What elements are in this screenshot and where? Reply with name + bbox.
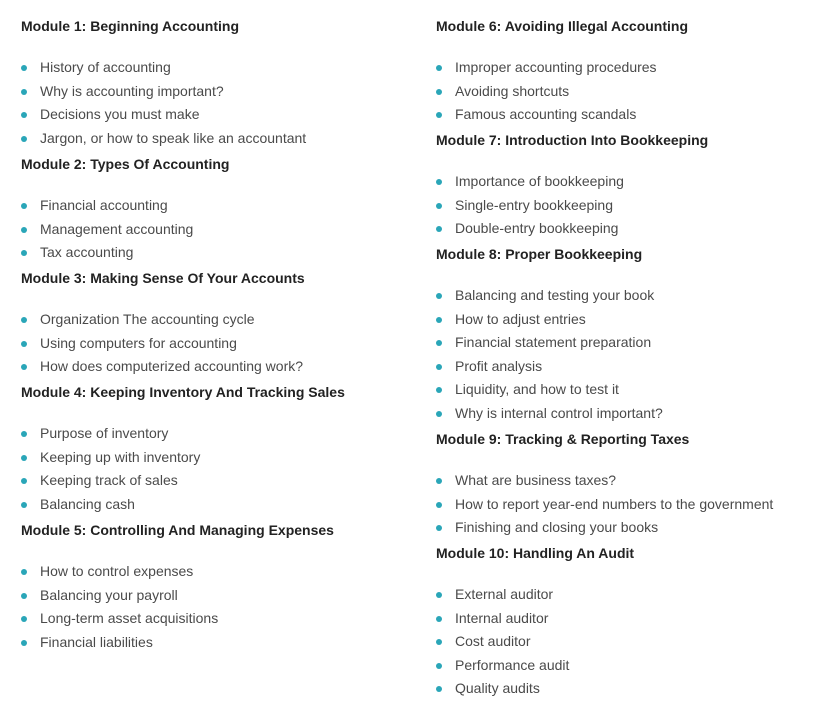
list-item xyxy=(21,218,229,242)
list-item-text: How to adjust entries xyxy=(455,310,586,327)
list-item xyxy=(21,103,306,127)
module-title: Module 2: Types Of Accounting xyxy=(21,156,230,172)
list-item-text: How to report year-end numbers to the government xyxy=(455,495,774,512)
bullet-dot-icon xyxy=(436,317,442,323)
bullet-dot-icon xyxy=(436,502,442,508)
list-item xyxy=(436,402,663,426)
list-item-text: Organization The accounting cycle xyxy=(40,311,255,327)
module-4 xyxy=(21,382,345,516)
bullet-dot-icon xyxy=(21,431,27,437)
list-item xyxy=(436,170,708,194)
bullet-dot-icon xyxy=(21,250,27,256)
list-item xyxy=(21,560,334,584)
list-item xyxy=(436,493,773,517)
bullet-dot-icon xyxy=(436,663,442,669)
bullet-dot-icon xyxy=(21,593,27,599)
bullet-dot-icon xyxy=(436,293,442,299)
list-item xyxy=(436,103,688,127)
list-item xyxy=(436,469,773,493)
list-item xyxy=(21,607,334,631)
list-item xyxy=(436,630,634,654)
bullet-dot-icon xyxy=(21,616,27,622)
bullet-dot-icon xyxy=(21,502,27,508)
topic-list xyxy=(21,194,229,265)
list-item-text: Single-entry bookkeeping xyxy=(455,196,613,213)
topic-list xyxy=(21,308,305,379)
list-item xyxy=(436,583,634,607)
list-item xyxy=(21,493,345,517)
topic-list xyxy=(436,583,634,701)
bullet-dot-icon xyxy=(436,226,442,232)
module-title: Module 5: Controlling And Managing Expenses xyxy=(21,522,334,538)
bullet-dot-icon xyxy=(436,592,442,598)
list-item-text: Double-entry bookkeeping xyxy=(455,220,619,236)
list-item-text: Finishing and closing your books xyxy=(455,519,659,535)
bullet-dot-icon xyxy=(21,569,27,575)
topic-list xyxy=(436,284,663,425)
list-item xyxy=(436,217,708,241)
list-item-text: Financial statement preparation xyxy=(455,334,652,350)
list-item xyxy=(21,446,345,470)
bullet-dot-icon xyxy=(436,525,442,531)
list-item-text: Purpose of inventory xyxy=(40,425,169,441)
bullet-dot-icon xyxy=(436,179,442,185)
module-9 xyxy=(436,429,773,540)
list-item xyxy=(21,355,305,379)
bullet-dot-icon xyxy=(436,65,442,71)
list-item xyxy=(436,607,634,631)
bullet-dot-icon xyxy=(21,364,27,370)
bullet-dot-icon xyxy=(21,640,27,646)
module-6 xyxy=(436,16,688,127)
bullet-dot-icon xyxy=(436,112,442,118)
module-3 xyxy=(21,268,305,379)
list-item-text: Balancing your payroll xyxy=(40,586,178,603)
module-title: Module 9: Tracking & Reporting Taxes xyxy=(436,431,690,447)
topic-list xyxy=(436,170,708,241)
module-title: Module 6: Avoiding Illegal Accounting xyxy=(436,18,688,34)
list-item-text: How does computerized accounting work? xyxy=(40,358,304,374)
list-item xyxy=(21,332,305,356)
list-item-text: Avoiding shortcuts xyxy=(455,82,570,99)
list-item-text: What are business taxes? xyxy=(455,472,617,488)
list-item xyxy=(21,194,229,218)
list-item xyxy=(436,308,663,332)
list-item xyxy=(21,308,305,332)
bullet-dot-icon xyxy=(21,455,27,461)
bullet-dot-icon xyxy=(436,639,442,645)
list-item-text: Balancing cash xyxy=(40,495,135,512)
bullet-dot-icon xyxy=(21,89,27,95)
bullet-dot-icon xyxy=(436,478,442,484)
list-item xyxy=(436,56,688,80)
bullet-dot-icon xyxy=(21,478,27,484)
bullet-dot-icon xyxy=(21,317,27,323)
list-item-text: Quality audits xyxy=(455,680,540,696)
list-item-text: Financial liabilities xyxy=(40,633,153,650)
module-10 xyxy=(436,543,634,701)
list-item-text: Long-term asset acquisitions xyxy=(40,610,219,626)
list-item-text: How to control expenses xyxy=(40,563,194,579)
list-item-text: Cost auditor xyxy=(455,633,531,649)
list-item-text: Keeping up with inventory xyxy=(40,448,201,465)
list-item-text: History of accounting xyxy=(40,59,171,75)
module-8 xyxy=(436,244,663,425)
module-2 xyxy=(21,154,229,265)
bullet-dot-icon xyxy=(436,89,442,95)
module-title: Module 1: Beginning Accounting xyxy=(21,18,240,34)
list-item xyxy=(436,654,634,678)
bullet-dot-icon xyxy=(21,203,27,209)
list-item xyxy=(21,241,229,265)
list-item-text: Profit analysis xyxy=(455,357,543,374)
bullet-dot-icon xyxy=(21,341,27,347)
list-item xyxy=(21,631,334,655)
list-item-text: Balancing and testing your book xyxy=(455,287,655,303)
list-item-text: Importance of bookkeeping xyxy=(455,173,624,189)
bullet-dot-icon xyxy=(436,411,442,417)
bullet-dot-icon xyxy=(436,364,442,370)
list-item xyxy=(436,378,663,402)
list-item xyxy=(21,469,345,493)
list-item-text: Liquidity, and how to test it xyxy=(455,381,619,397)
bullet-dot-icon xyxy=(436,203,442,209)
list-item-text: Management accounting xyxy=(40,220,194,237)
list-item xyxy=(21,584,334,608)
list-item-text: Tax accounting xyxy=(40,244,134,260)
topic-list xyxy=(21,560,334,654)
list-item xyxy=(21,422,345,446)
topic-list xyxy=(436,469,773,540)
bullet-dot-icon xyxy=(436,387,442,393)
bullet-dot-icon xyxy=(436,616,442,622)
list-item xyxy=(436,331,663,355)
bullet-dot-icon xyxy=(21,227,27,233)
list-item-text: Financial accounting xyxy=(40,197,168,213)
list-item-text: Famous accounting scandals xyxy=(455,106,637,122)
module-5 xyxy=(21,520,334,654)
list-item xyxy=(21,56,306,80)
list-item-text: Decisions you must make xyxy=(40,106,200,122)
list-item-text: Why is accounting important? xyxy=(40,82,224,99)
list-item xyxy=(436,355,663,379)
module-title: Module 3: Making Sense Of Your Accounts xyxy=(21,270,305,286)
topic-list xyxy=(21,56,306,150)
module-title: Module 7: Introduction Into Bookkeeping xyxy=(436,132,709,148)
list-item-text: Improper accounting procedures xyxy=(455,59,657,75)
bullet-dot-icon xyxy=(436,340,442,346)
list-item xyxy=(436,194,708,218)
list-item xyxy=(436,80,688,104)
module-title: Module 8: Proper Bookkeeping xyxy=(436,246,643,262)
list-item-text: Performance audit xyxy=(455,656,570,673)
module-title: Module 4: Keeping Inventory And Tracking Sales xyxy=(21,384,345,400)
list-item-text: Internal auditor xyxy=(455,609,549,626)
bullet-dot-icon xyxy=(21,136,27,142)
list-item xyxy=(21,127,306,151)
module-1 xyxy=(21,16,306,150)
list-item xyxy=(21,80,306,104)
topic-list xyxy=(21,422,345,516)
topic-list xyxy=(436,56,688,127)
list-item xyxy=(436,516,773,540)
list-item-text: Keeping track of sales xyxy=(40,472,178,488)
bullet-dot-icon xyxy=(21,112,27,118)
list-item-text: Jargon, or how to speak like an accountant xyxy=(40,129,307,146)
list-item xyxy=(436,677,634,701)
module-title: Module 10: Handling An Audit xyxy=(436,545,635,561)
list-item-text: Why is internal control important? xyxy=(455,404,663,421)
bullet-dot-icon xyxy=(436,686,442,692)
list-item-text: External auditor xyxy=(455,586,554,602)
module-7 xyxy=(436,130,708,241)
list-item-text: Using computers for accounting xyxy=(40,334,237,351)
bullet-dot-icon xyxy=(21,65,27,71)
list-item xyxy=(436,284,663,308)
